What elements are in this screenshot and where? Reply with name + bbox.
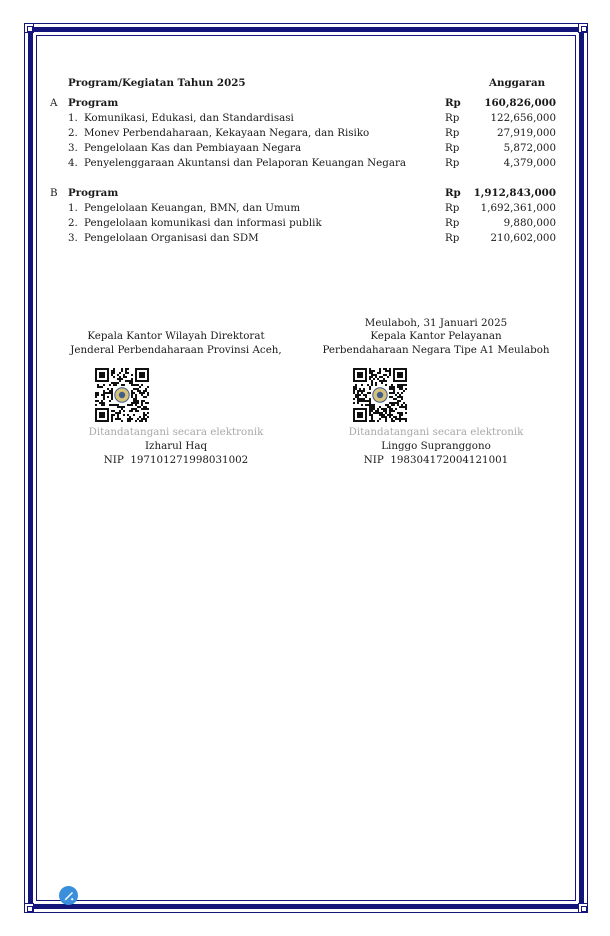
signer-nip xyxy=(56,454,296,467)
row-amount: 5,872,000 xyxy=(503,142,556,154)
row-currency: Rp xyxy=(445,127,460,139)
row-label: Pengelolaan Organisasi dan SDM xyxy=(84,232,259,244)
section-currency: Rp xyxy=(445,187,461,199)
row-number: 2. xyxy=(68,127,78,139)
section-total: 1,912,843,000 xyxy=(473,187,556,199)
section-title: Program xyxy=(68,187,119,199)
esign-note: Ditandatangani secara elektronik xyxy=(348,426,524,438)
row-number: 3. xyxy=(68,142,78,154)
row-label: Penyelenggaraan Akuntansi dan Pelaporan Keuangan Negara xyxy=(84,157,407,169)
qr-code-icon xyxy=(353,368,407,422)
signer-name: Izharul Haq xyxy=(144,440,208,452)
pdf-sign-badge-icon xyxy=(59,886,78,905)
row-amount: 122,656,000 xyxy=(490,112,556,124)
row-amount: 9,880,000 xyxy=(503,217,556,229)
signer-title-line2: Perbendaharaan Negara Tipe A1 Meulaboh xyxy=(322,344,550,356)
section-letter: A xyxy=(50,97,58,109)
row-amount: 210,602,000 xyxy=(490,232,556,244)
section-title: Program xyxy=(68,97,119,109)
row-label: Komunikasi, Edukasi, dan Standardisasi xyxy=(84,112,294,124)
row-currency: Rp xyxy=(445,157,460,169)
signer-title-line1: Kepala Kantor Wilayah Direktorat xyxy=(87,330,265,342)
row-number: 4. xyxy=(68,157,78,169)
place-date: Meulaboh, 31 Januari 2025 xyxy=(364,317,508,329)
section-letter: B xyxy=(50,187,58,199)
header-budget: Anggaran xyxy=(489,77,546,89)
row-number: 1. xyxy=(68,112,78,124)
row-currency: Rp xyxy=(445,232,460,244)
nip-label: NIP xyxy=(363,454,384,466)
signer-title-line1: Kepala Kantor Pelayanan xyxy=(370,330,502,342)
row-label: Pengelolaan Kas dan Pembiayaan Negara xyxy=(84,142,302,154)
row-label: Monev Perbendaharaan, Kekayaan Negara, dan Risiko xyxy=(84,127,370,139)
row-amount: 1,692,361,000 xyxy=(480,202,556,214)
section-total: 160,826,000 xyxy=(484,97,556,109)
frame-corner-bottom-left xyxy=(24,903,34,913)
row-currency: Rp xyxy=(445,202,460,214)
signer-name: Linggo Supranggono xyxy=(381,440,491,452)
row-number: 3. xyxy=(68,232,78,244)
row-currency: Rp xyxy=(445,112,460,124)
row-number: 1. xyxy=(68,202,78,214)
nip-label: NIP xyxy=(103,454,124,466)
frame-corner-bottom-right xyxy=(578,903,588,913)
signer-nip xyxy=(316,454,556,467)
section-currency: Rp xyxy=(445,97,461,109)
row-label: Pengelolaan Keuangan, BMN, dan Umum xyxy=(84,202,301,214)
frame-corner-top-right xyxy=(578,23,588,33)
signer-title-line2: Jenderal Perbendaharaan Provinsi Aceh, xyxy=(70,344,282,356)
row-currency: Rp xyxy=(445,142,460,154)
esign-note: Ditandatangani secara elektronik xyxy=(88,426,264,438)
row-amount: 4,379,000 xyxy=(503,157,556,169)
nip-value: 197101271998031002 xyxy=(130,454,249,466)
row-number: 2. xyxy=(68,217,78,229)
header-program: Program/Kegiatan Tahun 2025 xyxy=(68,77,246,89)
row-label: Pengelolaan komunikasi dan informasi publik xyxy=(84,217,322,229)
nip-value: 198304172004121001 xyxy=(390,454,509,466)
qr-code-icon xyxy=(95,368,149,422)
row-amount: 27,919,000 xyxy=(497,127,556,139)
frame-corner-top-left xyxy=(24,23,34,33)
row-currency: Rp xyxy=(445,217,460,229)
